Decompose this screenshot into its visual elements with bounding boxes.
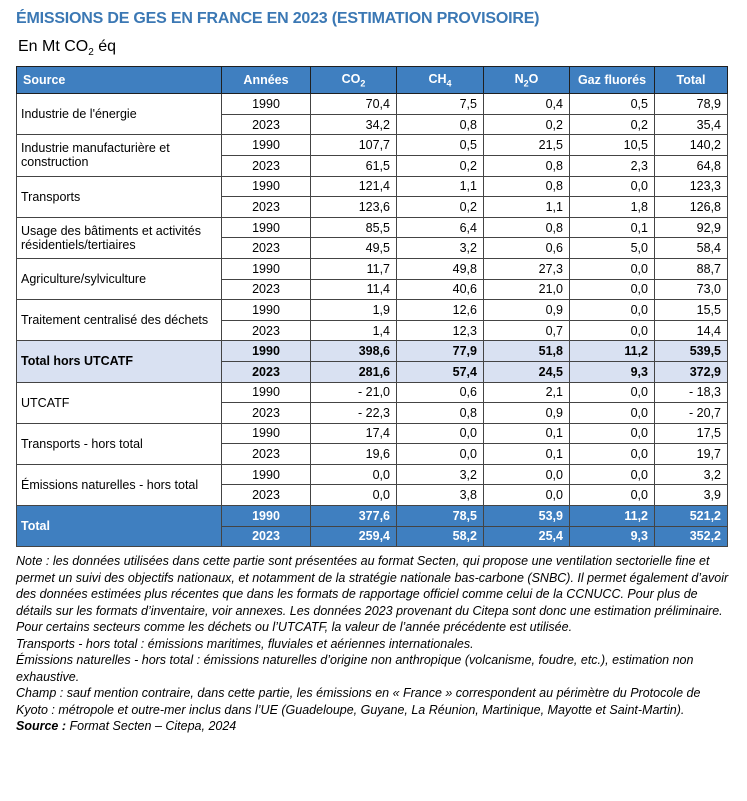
unit-label <box>18 38 731 58</box>
year-cell: 1990 <box>222 506 311 527</box>
value-cell-gf: 0,0 <box>570 464 655 485</box>
header-ch4-label: CH <box>428 71 447 86</box>
value-cell-n2o: 27,3 <box>484 258 570 279</box>
value-cell-co2: 11,7 <box>311 258 397 279</box>
table-row <box>17 464 728 485</box>
value-cell-total: 78,9 <box>655 94 728 115</box>
value-cell-total: 58,4 <box>655 238 728 259</box>
note-champ: Champ : sauf mention contraire, dans cette partie, les émissions en « France » correspondent au périmètre du Protocole de Kyoto : métropole et outre-mer inclus dans l’UE (Guadeloupe, Guyane, La Réunion, Martinique, Mayotte et Saint-Martin). <box>16 686 701 717</box>
value-cell-ch4: 77,9 <box>397 341 484 362</box>
unit-subscript: 2 <box>88 47 94 59</box>
sector-name: Industrie de l'énergie <box>17 94 222 135</box>
value-cell-n2o: 0,2 <box>484 114 570 135</box>
header-total: Total <box>655 67 728 94</box>
value-cell-ch4: 0,8 <box>397 114 484 135</box>
value-cell-ch4: 12,3 <box>397 320 484 341</box>
value-cell-n2o: 0,8 <box>484 217 570 238</box>
table-header-row <box>17 67 728 94</box>
unit-suffix: éq <box>93 38 117 55</box>
value-cell-n2o: 0,0 <box>484 485 570 506</box>
table-row <box>17 423 728 444</box>
value-cell-gf: 9,3 <box>570 361 655 382</box>
sector-name: Transports <box>17 176 222 217</box>
value-cell-n2o: 0,7 <box>484 320 570 341</box>
sector-name: Transports - hors total <box>17 423 222 464</box>
value-cell-ch4: 0,5 <box>397 135 484 156</box>
year-cell: 1990 <box>222 176 311 197</box>
value-cell-co2: 17,4 <box>311 423 397 444</box>
value-cell-ch4: 0,8 <box>397 403 484 424</box>
value-cell-gf: 0,0 <box>570 444 655 465</box>
value-cell-gf: 0,0 <box>570 176 655 197</box>
year-cell: 2023 <box>222 155 311 176</box>
value-cell-ch4: 57,4 <box>397 361 484 382</box>
year-cell: 1990 <box>222 217 311 238</box>
value-cell-gf: 10,5 <box>570 135 655 156</box>
note-source <box>16 718 731 735</box>
year-cell: 1990 <box>222 135 311 156</box>
value-cell-total: 123,3 <box>655 176 728 197</box>
table-row <box>17 258 728 279</box>
year-cell: 1990 <box>222 94 311 115</box>
header-n2o-suffix: O <box>528 71 539 86</box>
value-cell-n2o: 21,0 <box>484 279 570 300</box>
value-cell-total: 3,2 <box>655 464 728 485</box>
value-cell-total: 352,2 <box>655 526 728 547</box>
year-cell: 2023 <box>222 361 311 382</box>
value-cell-n2o: 1,1 <box>484 197 570 218</box>
value-cell-n2o: 0,8 <box>484 176 570 197</box>
value-cell-gf: 0,0 <box>570 279 655 300</box>
value-cell-total: 126,8 <box>655 197 728 218</box>
emissions-table <box>16 66 728 547</box>
notes-block <box>16 553 731 735</box>
value-cell-co2: 121,4 <box>311 176 397 197</box>
note-naturelles: Émissions naturelles - hors total : émissions naturelles d’origine non anthropique (volcanisme, foudre, etc.), estimation non exhaustive. <box>16 653 694 684</box>
value-cell-n2o: 2,1 <box>484 382 570 403</box>
value-cell-co2: 281,6 <box>311 361 397 382</box>
year-cell: 1990 <box>222 300 311 321</box>
year-cell: 1990 <box>222 341 311 362</box>
year-cell: 2023 <box>222 526 311 547</box>
value-cell-ch4: 1,1 <box>397 176 484 197</box>
value-cell-ch4: 58,2 <box>397 526 484 547</box>
sector-name: Industrie manufacturière et construction <box>17 135 222 176</box>
value-cell-total: 64,8 <box>655 155 728 176</box>
year-cell: 2023 <box>222 279 311 300</box>
value-cell-gf: 0,0 <box>570 485 655 506</box>
year-cell: 2023 <box>222 114 311 135</box>
value-cell-co2: 0,0 <box>311 485 397 506</box>
value-cell-gf: 9,3 <box>570 526 655 547</box>
header-ch4 <box>397 67 484 94</box>
value-cell-co2: 1,4 <box>311 320 397 341</box>
value-cell-n2o: 25,4 <box>484 526 570 547</box>
value-cell-gf: 0,0 <box>570 382 655 403</box>
source-text: Format Secten – Citepa, 2024 <box>66 719 237 734</box>
value-cell-gf: 0,0 <box>570 403 655 424</box>
value-cell-ch4: 0,6 <box>397 382 484 403</box>
value-cell-co2: 1,9 <box>311 300 397 321</box>
value-cell-total: 73,0 <box>655 279 728 300</box>
value-cell-ch4: 40,6 <box>397 279 484 300</box>
value-cell-gf: 11,2 <box>570 341 655 362</box>
value-cell-total: 17,5 <box>655 423 728 444</box>
value-cell-ch4: 7,5 <box>397 94 484 115</box>
value-cell-ch4: 78,5 <box>397 506 484 527</box>
value-cell-ch4: 0,0 <box>397 423 484 444</box>
value-cell-ch4: 0,0 <box>397 444 484 465</box>
value-cell-co2: - 21,0 <box>311 382 397 403</box>
value-cell-ch4: 49,8 <box>397 258 484 279</box>
table-row <box>17 300 728 321</box>
value-cell-n2o: 0,1 <box>484 423 570 444</box>
value-cell-gf: 0,0 <box>570 258 655 279</box>
table-row <box>17 506 728 527</box>
year-cell: 2023 <box>222 444 311 465</box>
value-cell-n2o: 21,5 <box>484 135 570 156</box>
value-cell-co2: 398,6 <box>311 341 397 362</box>
header-gaz-fluores: Gaz fluorés <box>570 67 655 94</box>
value-cell-total: 19,7 <box>655 444 728 465</box>
value-cell-gf: 0,0 <box>570 300 655 321</box>
year-cell: 2023 <box>222 485 311 506</box>
source-label: Source : <box>16 719 67 734</box>
table-row <box>17 135 728 156</box>
sector-name: Total <box>17 506 222 547</box>
year-cell: 2023 <box>222 197 311 218</box>
value-cell-co2: - 22,3 <box>311 403 397 424</box>
value-cell-total: 14,4 <box>655 320 728 341</box>
value-cell-co2: 49,5 <box>311 238 397 259</box>
year-cell: 2023 <box>222 238 311 259</box>
sector-name: Total hors UTCATF <box>17 341 222 382</box>
year-cell: 1990 <box>222 382 311 403</box>
value-cell-n2o: 53,9 <box>484 506 570 527</box>
header-co2-sub: 2 <box>360 78 366 89</box>
table-row <box>17 341 728 362</box>
unit-prefix: En Mt CO <box>18 38 89 55</box>
value-cell-gf: 0,5 <box>570 94 655 115</box>
value-cell-ch4: 0,2 <box>397 155 484 176</box>
value-cell-co2: 0,0 <box>311 464 397 485</box>
sector-name: Émissions naturelles - hors total <box>17 464 222 505</box>
value-cell-total: 88,7 <box>655 258 728 279</box>
year-cell: 2023 <box>222 403 311 424</box>
value-cell-total: - 18,3 <box>655 382 728 403</box>
value-cell-co2: 11,4 <box>311 279 397 300</box>
value-cell-co2: 61,5 <box>311 155 397 176</box>
table-row <box>17 94 728 115</box>
year-cell: 1990 <box>222 258 311 279</box>
value-cell-gf: 0,0 <box>570 320 655 341</box>
value-cell-n2o: 0,6 <box>484 238 570 259</box>
value-cell-ch4: 12,6 <box>397 300 484 321</box>
value-cell-n2o: 0,8 <box>484 155 570 176</box>
value-cell-total: 15,5 <box>655 300 728 321</box>
page-title: ÉMISSIONS DE GES EN FRANCE EN 2023 (ESTIMATION PROVISOIRE) <box>16 10 540 27</box>
value-cell-ch4: 3,2 <box>397 464 484 485</box>
value-cell-co2: 70,4 <box>311 94 397 115</box>
year-cell: 2023 <box>222 320 311 341</box>
value-cell-total: 372,9 <box>655 361 728 382</box>
year-cell: 1990 <box>222 423 311 444</box>
value-cell-total: 521,2 <box>655 506 728 527</box>
value-cell-total: 3,9 <box>655 485 728 506</box>
sector-name: Traitement centralisé des déchets <box>17 300 222 341</box>
header-ch4-sub: 4 <box>446 78 452 89</box>
year-cell: 1990 <box>222 464 311 485</box>
value-cell-gf: 1,8 <box>570 197 655 218</box>
value-cell-n2o: 0,1 <box>484 444 570 465</box>
value-cell-total: 35,4 <box>655 114 728 135</box>
header-annees: Années <box>222 67 311 94</box>
value-cell-n2o: 24,5 <box>484 361 570 382</box>
header-n2o-sub: 2 <box>523 78 529 89</box>
value-cell-co2: 34,2 <box>311 114 397 135</box>
sector-name: Agriculture/sylviculture <box>17 258 222 299</box>
value-cell-total: - 20,7 <box>655 403 728 424</box>
value-cell-ch4: 0,2 <box>397 197 484 218</box>
value-cell-co2: 107,7 <box>311 135 397 156</box>
header-n2o-label: N <box>514 71 524 86</box>
note-text: Note : les données utilisées dans cette partie sont présentées au format Secten, qui propose une ventilation sectorielle fine et permet un suivi des objectifs nationaux, et notamment de la stratégie nationale bas-carbone (SNBC). Il permet également d’avoir des données estimées plus récentes que dans les formats de rapportage officiel comme celui de la CCNUCC. Pour plus de détails sur les formats d’inventaire, voir annexes. Les données 2023 provenant du Citepa sont donc une estimation préliminaire. Pour certains secteurs comme les déchets ou l’UTCATF, la valeur de l’année précédente est utilisée. <box>16 554 729 635</box>
value-cell-gf: 11,2 <box>570 506 655 527</box>
value-cell-total: 539,5 <box>655 341 728 362</box>
table-row <box>17 217 728 238</box>
value-cell-ch4: 3,8 <box>397 485 484 506</box>
header-co2-label: CO <box>341 71 361 86</box>
value-cell-n2o: 0,0 <box>484 464 570 485</box>
note-transports: Transports - hors total : émissions maritimes, fluviales et aériennes internationales. <box>16 636 474 651</box>
sector-name: Usage des bâtiments et activités résidentiels/tertiaires <box>17 217 222 258</box>
value-cell-co2: 377,6 <box>311 506 397 527</box>
value-cell-n2o: 0,9 <box>484 403 570 424</box>
value-cell-n2o: 51,8 <box>484 341 570 362</box>
header-n2o <box>484 67 570 94</box>
header-co2 <box>311 67 397 94</box>
value-cell-total: 92,9 <box>655 217 728 238</box>
value-cell-gf: 0,1 <box>570 217 655 238</box>
value-cell-gf: 5,0 <box>570 238 655 259</box>
value-cell-n2o: 0,4 <box>484 94 570 115</box>
value-cell-co2: 259,4 <box>311 526 397 547</box>
value-cell-co2: 123,6 <box>311 197 397 218</box>
table-row <box>17 176 728 197</box>
header-source: Source <box>17 67 222 94</box>
value-cell-gf: 2,3 <box>570 155 655 176</box>
value-cell-ch4: 6,4 <box>397 217 484 238</box>
sector-name: UTCATF <box>17 382 222 423</box>
value-cell-ch4: 3,2 <box>397 238 484 259</box>
value-cell-total: 140,2 <box>655 135 728 156</box>
value-cell-gf: 0,0 <box>570 423 655 444</box>
value-cell-n2o: 0,9 <box>484 300 570 321</box>
value-cell-gf: 0,2 <box>570 114 655 135</box>
value-cell-co2: 19,6 <box>311 444 397 465</box>
value-cell-co2: 85,5 <box>311 217 397 238</box>
table-row <box>17 382 728 403</box>
